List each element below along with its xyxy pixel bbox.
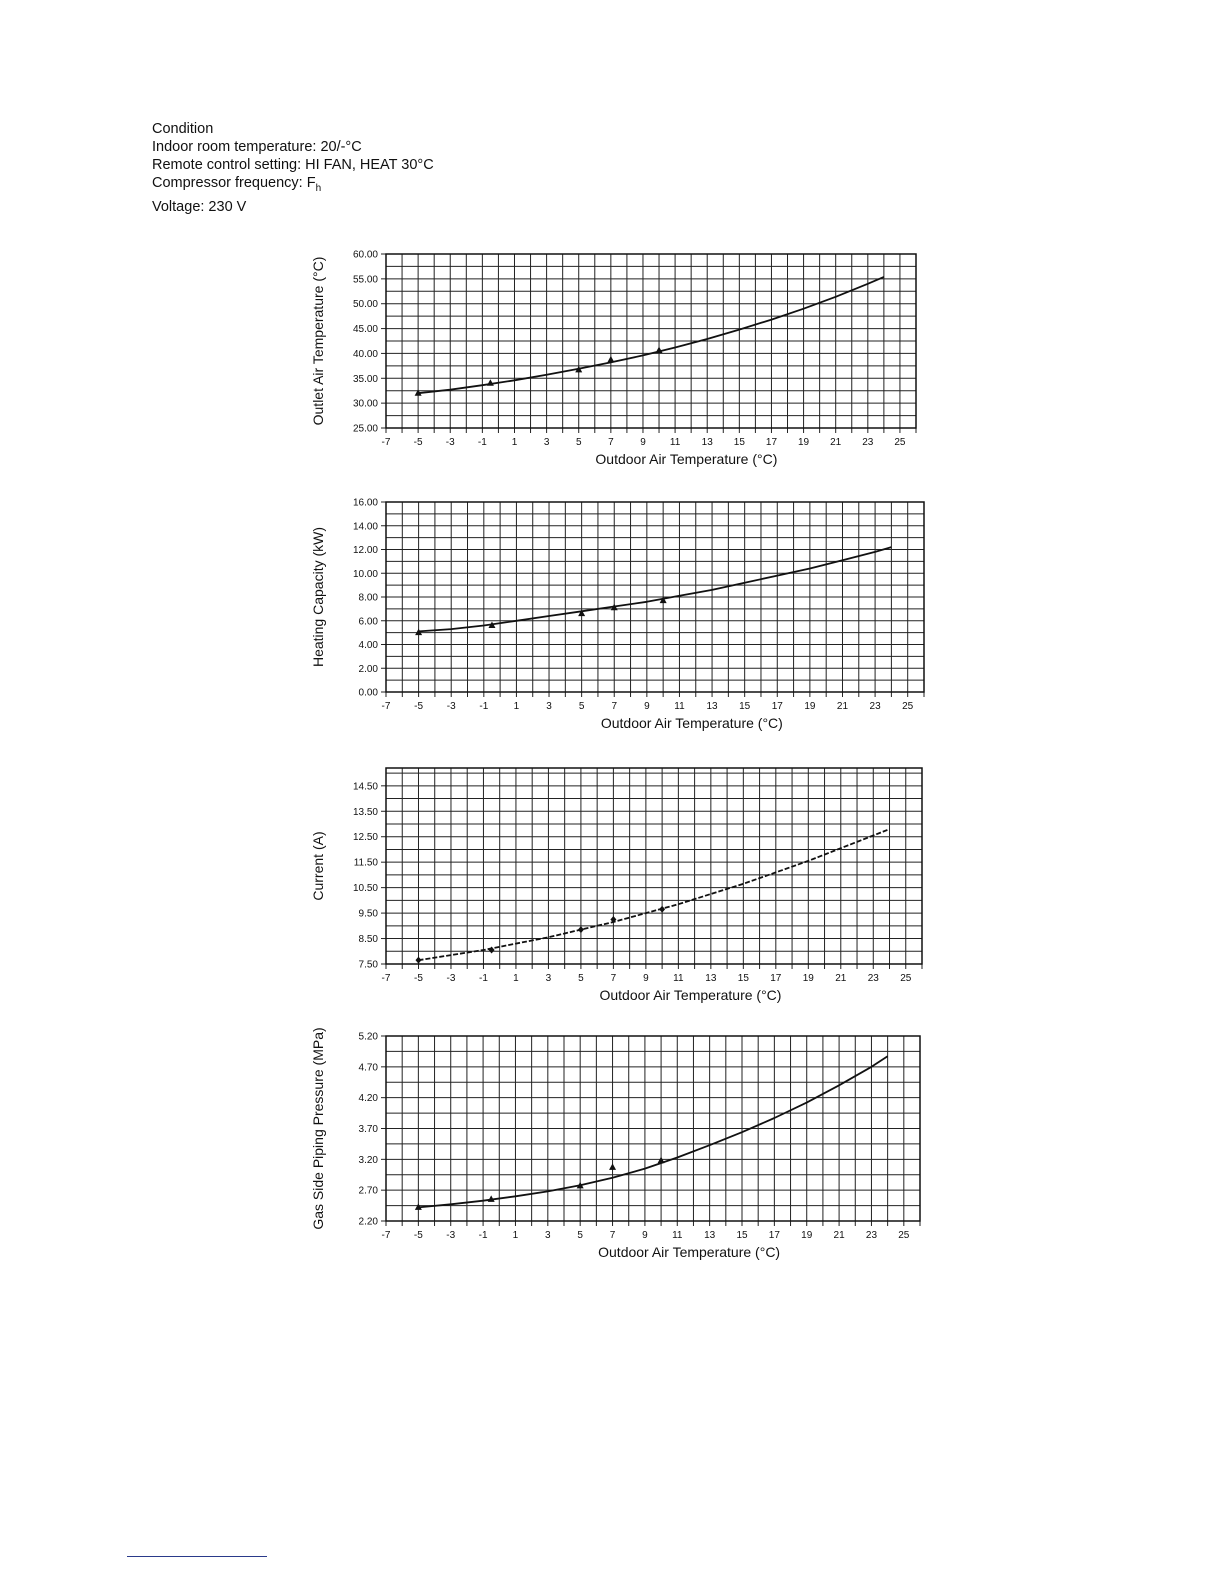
- y-tick-label: 7.50: [358, 959, 378, 971]
- x-tick-label: 5: [577, 1230, 583, 1241]
- x-axis-title: Outdoor Air Temperature (°C): [598, 1244, 781, 1260]
- grid: [381, 768, 922, 969]
- x-tick-label: 15: [736, 1230, 748, 1241]
- data-point: [487, 379, 494, 386]
- x-tick-label: 9: [643, 973, 649, 984]
- x-tick-label: 7: [609, 1230, 616, 1241]
- x-tick-label: -3: [445, 437, 455, 448]
- compressor-frequency-subscript: h: [315, 182, 322, 194]
- x-tick-label: -1: [477, 437, 487, 448]
- x-tick-label: 3: [543, 437, 550, 448]
- x-tick-label: 1: [512, 1230, 519, 1241]
- x-tick-label: 21: [835, 973, 847, 984]
- x-tick-label: -5: [414, 973, 423, 984]
- x-tick-label: 21: [836, 701, 849, 712]
- x-tick-label: -7: [381, 437, 391, 448]
- remote-control-condition: Remote control setting: HI FAN, HEAT 30°C: [152, 157, 434, 173]
- x-tick-label: -3: [446, 701, 456, 712]
- grid: [381, 254, 916, 433]
- y-tick-label: 25.00: [352, 423, 378, 435]
- x-tick-label: 3: [545, 1230, 551, 1241]
- x-tick-label: 19: [802, 973, 814, 984]
- x-tick-label: 23: [867, 973, 879, 984]
- x-tick-label: 25: [902, 701, 914, 712]
- x-tick-label: 15: [737, 973, 749, 984]
- y-tick-label: 60.00: [352, 249, 378, 261]
- x-tick-label: 1: [513, 701, 520, 712]
- x-tick-label: 7: [611, 701, 618, 712]
- footer-rule: [127, 1556, 267, 1557]
- x-tick-label: 13: [704, 1230, 716, 1241]
- y-tick-label: 10.50: [352, 883, 378, 895]
- y-tick-label: 9.50: [358, 908, 378, 920]
- series-line: [418, 277, 884, 393]
- data-point: [659, 906, 665, 913]
- x-tick-label: 7: [608, 437, 614, 448]
- y-axis-title: Heating Capacity (kW): [310, 526, 326, 668]
- data-point: [607, 356, 614, 363]
- chart-4: [310, 1027, 920, 1260]
- x-tick-label: 3: [546, 701, 552, 712]
- x-tick-label: 23: [862, 437, 874, 448]
- x-tick-label: -7: [381, 973, 391, 984]
- x-tick-label: 17: [765, 437, 778, 448]
- plot-frame: [386, 768, 922, 964]
- y-tick-label: 14.00: [352, 521, 378, 533]
- x-tick-label: 11: [673, 973, 684, 984]
- y-tick-label: 4.70: [358, 1062, 378, 1074]
- x-tick-label: -3: [446, 973, 456, 984]
- data-point: [656, 346, 663, 353]
- y-axis-title: Gas Side Piping Pressure (MPa): [310, 1027, 326, 1230]
- x-tick-label: 11: [674, 701, 685, 712]
- x-axis-title: Outdoor Air Temperature (°C): [600, 715, 783, 731]
- data-point: [578, 926, 584, 933]
- chart-2: [310, 498, 924, 732]
- x-tick-label: 9: [644, 701, 650, 712]
- indoor-temperature-condition: Indoor room temperature: 20/-°C: [152, 139, 362, 155]
- y-tick-label: 6.00: [358, 616, 378, 628]
- data-point: [489, 947, 495, 954]
- y-tick-label: 55.00: [352, 274, 378, 286]
- x-tick-label: 19: [798, 437, 810, 448]
- x-tick-label: 13: [705, 973, 717, 984]
- data-point: [609, 1163, 616, 1170]
- y-tick-label: 10.00: [352, 568, 378, 580]
- y-tick-label: 4.20: [358, 1093, 378, 1105]
- grid: [381, 502, 924, 697]
- x-tick-label: 7: [610, 973, 617, 984]
- x-tick-label: 13: [706, 701, 718, 712]
- series-line: [419, 829, 890, 960]
- grid: [381, 1036, 920, 1226]
- condition-title: Condition: [152, 121, 214, 137]
- x-tick-label: 11: [669, 437, 681, 448]
- y-tick-label: 3.20: [358, 1154, 378, 1166]
- x-tick-label: 13: [701, 437, 713, 448]
- x-tick-label: 11: [672, 1230, 683, 1241]
- x-tick-label: 9: [642, 1230, 648, 1241]
- y-tick-label: 50.00: [352, 299, 378, 311]
- voltage-condition: Voltage: 230 V: [152, 198, 247, 215]
- y-tick-label: 12.50: [352, 832, 378, 844]
- x-tick-label: 1: [511, 437, 518, 448]
- x-tick-label: 3: [545, 973, 552, 984]
- x-axis-title: Outdoor Air Temperature (°C): [595, 451, 778, 467]
- y-tick-label: 2.70: [358, 1185, 378, 1197]
- x-tick-label: 5: [578, 701, 585, 712]
- x-tick-label: 5: [578, 973, 584, 984]
- x-tick-label: 15: [739, 701, 751, 712]
- y-tick-label: 8.50: [358, 934, 378, 946]
- y-tick-label: 35.00: [352, 373, 378, 385]
- y-tick-label: 3.70: [358, 1124, 378, 1135]
- x-tick-label: -1: [479, 973, 488, 984]
- x-tick-label: 5: [575, 437, 582, 448]
- x-tick-label: 19: [801, 1230, 813, 1241]
- y-tick-label: 0.00: [358, 687, 378, 699]
- x-tick-label: -7: [381, 701, 391, 712]
- y-tick-label: 16.00: [352, 497, 378, 509]
- x-tick-label: 23: [869, 701, 881, 712]
- y-tick-label: 4.00: [358, 640, 378, 651]
- x-tick-label: -3: [446, 1230, 456, 1241]
- y-axis-title: Outlet Air Temperature (°C): [310, 256, 326, 426]
- x-tick-label: 25: [894, 437, 906, 448]
- y-tick-label: 13.50: [352, 806, 378, 818]
- series-line: [419, 547, 892, 631]
- x-tick-label: -1: [479, 701, 489, 712]
- x-tick-label: -7: [381, 1230, 391, 1241]
- x-tick-label: -5: [413, 1230, 423, 1241]
- x-axis-title: Outdoor Air Temperature (°C): [599, 987, 782, 1003]
- x-tick-label: -1: [478, 1230, 488, 1241]
- x-tick-label: 9: [640, 437, 646, 448]
- data-point: [415, 957, 421, 964]
- x-tick-label: -5: [413, 437, 423, 448]
- x-tick-label: -5: [414, 701, 424, 712]
- x-tick-label: 1: [513, 973, 519, 984]
- y-tick-label: 8.00: [358, 592, 378, 604]
- x-tick-label: 17: [768, 1230, 780, 1241]
- compressor-frequency-label: Compressor frequency: F: [152, 175, 316, 191]
- y-tick-label: 40.00: [352, 348, 378, 360]
- chart-3: [310, 768, 922, 1003]
- y-axis-title: Current (A): [310, 831, 326, 901]
- y-tick-label: 5.20: [358, 1031, 378, 1043]
- x-tick-label: 25: [900, 973, 912, 984]
- series-line: [418, 1056, 887, 1207]
- x-tick-label: 23: [865, 1230, 878, 1241]
- x-tick-label: 17: [770, 973, 782, 984]
- y-tick-label: 2.00: [358, 663, 378, 675]
- x-tick-label: 25: [898, 1230, 910, 1241]
- y-tick-label: 30.00: [352, 398, 378, 410]
- y-tick-label: 45.00: [352, 324, 378, 336]
- x-tick-label: 15: [733, 437, 745, 448]
- y-tick-label: 11.50: [353, 857, 378, 869]
- x-tick-label: 21: [830, 437, 842, 448]
- x-tick-label: 19: [804, 701, 816, 712]
- chart-1: [310, 250, 916, 468]
- x-tick-label: 17: [771, 701, 783, 712]
- y-tick-label: 2.20: [358, 1216, 378, 1228]
- y-tick-label: 12.00: [352, 545, 378, 556]
- y-tick-label: 14.50: [352, 781, 378, 793]
- x-tick-label: 21: [833, 1230, 845, 1241]
